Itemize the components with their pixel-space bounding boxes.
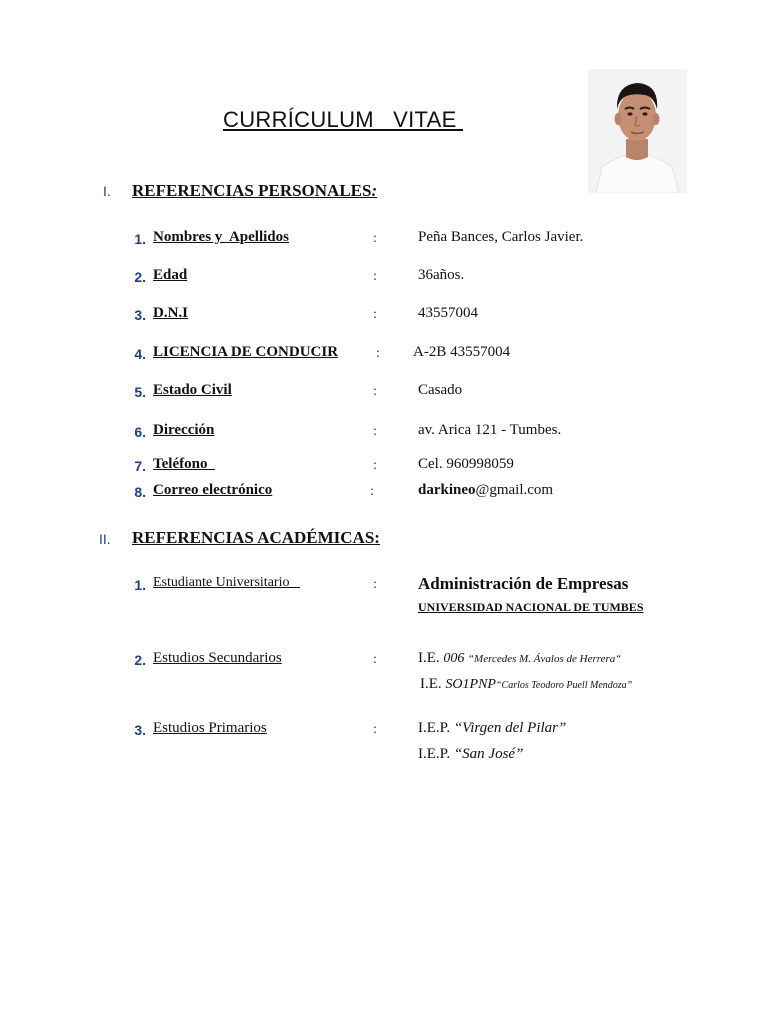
section-heading-text: REFERENCIAS ACADÉMICAS (132, 528, 375, 547)
secondary-school-2 (420, 676, 632, 693)
school-name: “San José” (453, 746, 524, 762)
item-number: 2. (134, 269, 146, 285)
school-prefix: I.E.P. (418, 720, 454, 736)
section-heading-academic (132, 528, 380, 548)
item-number: 1. (134, 577, 146, 593)
school-prefix: I.E. (420, 676, 446, 692)
item-number: 1. (134, 231, 146, 247)
document-title: CURRÍCULUM VITAE (223, 107, 463, 132)
item-label: D.N.I (153, 305, 189, 321)
university-value: UNIVERSIDAD NACIONAL DE TUMBES (418, 600, 644, 614)
email-domain: @gmail.com (475, 482, 554, 498)
email-value (418, 482, 553, 499)
item-label: Estado Civil (153, 382, 232, 398)
section-number: I. (103, 183, 111, 199)
item-colon: : (373, 231, 377, 246)
item-label: Estudios Primarios (153, 720, 267, 736)
item-label: Teléfono (153, 456, 215, 472)
item-colon: : (373, 269, 377, 284)
item-value: 43557004 (418, 305, 478, 321)
school-prefix: I.E.P. (418, 746, 454, 762)
item-colon: : (373, 384, 377, 399)
item-value: A-2B 43557004 (413, 344, 511, 360)
item-value: Peña Bances, Carlos Javier. (418, 229, 584, 245)
school-name: “Carlos Teodoro Puell Mendoza” (495, 680, 633, 691)
item-number: 3. (134, 722, 146, 738)
school-code: SO1PNP (445, 677, 496, 692)
primary-school-1 (418, 720, 566, 737)
item-label: Nombres y Apellidos (153, 229, 289, 245)
item-number: 3. (134, 307, 146, 323)
item-colon: : (373, 307, 377, 322)
item-number: 6. (134, 424, 146, 440)
item-label: Correo electrónico (153, 482, 273, 498)
item-value: Cel. 960998059 (418, 456, 514, 472)
profile-photo-image (588, 69, 687, 193)
section-heading-text: REFERENCIAS PERSONALES (132, 181, 372, 200)
section-heading-colon: : (371, 181, 378, 200)
item-number: 7. (134, 458, 146, 474)
school-code: 006 (443, 651, 468, 666)
item-colon: : (373, 652, 377, 667)
item-label: Edad (153, 267, 188, 283)
item-colon: : (373, 722, 377, 737)
school-name: “Mercedes M. Ávalos de Herrera“ (467, 653, 622, 665)
section-heading-personal (132, 181, 377, 201)
item-number: 5. (134, 384, 146, 400)
item-label: LICENCIA DE CONDUCIR (153, 344, 339, 360)
email-user: darkineo (418, 482, 476, 498)
career-value: Administración de Empresas (418, 574, 629, 593)
item-colon: : (370, 484, 374, 499)
school-name: “Virgen del Pilar” (453, 720, 567, 736)
item-number: 2. (134, 652, 146, 668)
school-prefix: I.E. (418, 650, 444, 666)
item-number: 8. (134, 484, 146, 500)
section-heading-colon: : (374, 528, 380, 547)
item-label: Dirección (153, 422, 215, 438)
item-number: 4. (134, 346, 146, 362)
primary-school-2 (418, 746, 523, 763)
item-colon: : (376, 346, 380, 361)
item-value: Casado (418, 382, 463, 398)
item-label: Estudios Secundarios (153, 650, 282, 666)
item-colon: : (373, 424, 377, 439)
profile-photo (588, 69, 687, 193)
item-label: Estudiante Universitario (153, 575, 300, 590)
item-colon: : (373, 577, 377, 592)
secondary-school-1 (418, 650, 621, 667)
item-value: av. Arica 121 - Tumbes. (418, 422, 562, 438)
item-colon: : (373, 458, 377, 473)
section-number: II. (99, 531, 111, 547)
item-value: 36años. (418, 267, 465, 283)
